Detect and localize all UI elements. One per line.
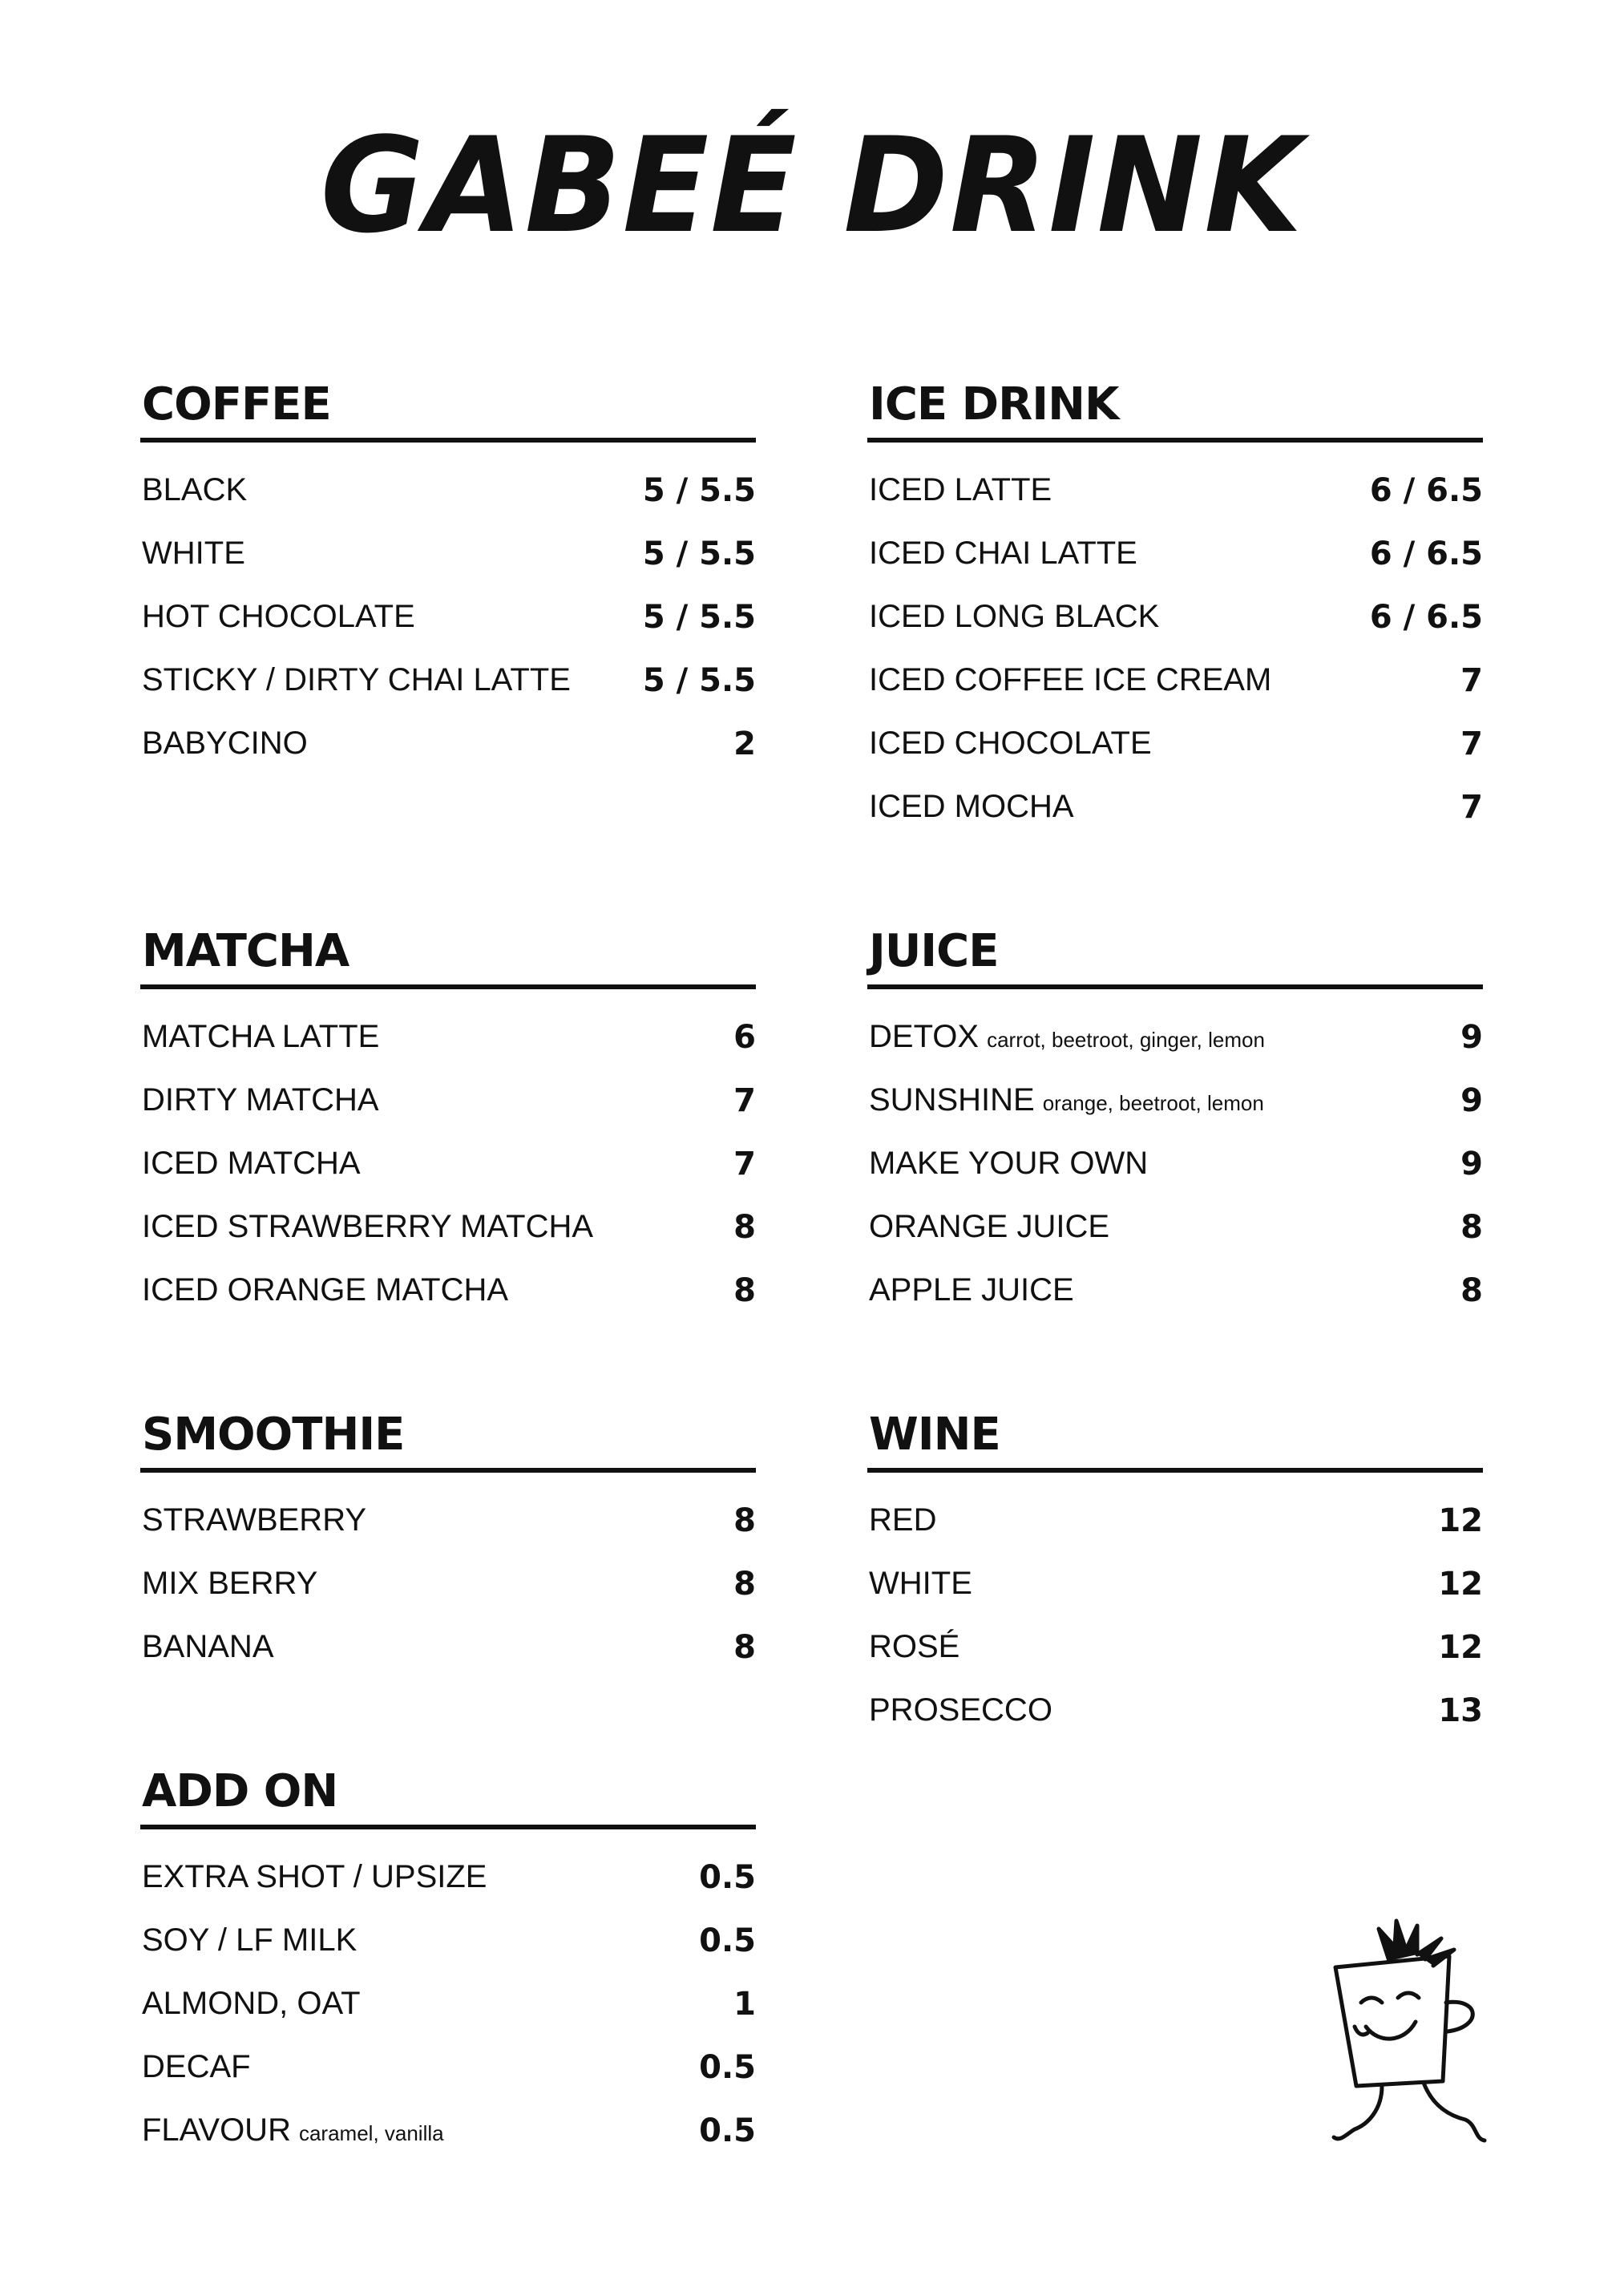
item-name: MATCHA LATTE xyxy=(142,1019,380,1054)
menu-item xyxy=(140,1502,366,1538)
section-divider xyxy=(140,1468,756,1473)
menu-item-row xyxy=(140,1069,756,1132)
item-price: 13 xyxy=(1438,1692,1483,1729)
item-price: 8 xyxy=(733,1208,756,1246)
menu-item-row xyxy=(867,522,1483,585)
section-smoothie xyxy=(140,1405,756,1679)
item-name: ORANGE JUICE xyxy=(869,1209,1110,1244)
menu-item-row xyxy=(140,1489,756,1552)
menu-item-row xyxy=(867,649,1483,712)
section-title: ADD ON xyxy=(142,1765,338,1817)
menu-item-row xyxy=(867,712,1483,775)
item-name: ICED CHOCOLATE xyxy=(869,726,1152,761)
menu-item xyxy=(867,472,1052,508)
item-price: 1 xyxy=(733,1985,756,2023)
item-price: 12 xyxy=(1438,1502,1483,1539)
item-price: 8 xyxy=(733,1628,756,1666)
item-name: SUNSHINE xyxy=(869,1082,1035,1118)
menu-item-row xyxy=(140,585,756,649)
item-price: 0.5 xyxy=(699,2112,756,2149)
menu-item-row xyxy=(140,2099,756,2162)
item-note: orange, beetroot, lemon xyxy=(1042,1091,1264,1115)
menu-item-row xyxy=(867,1259,1483,1322)
menu-item xyxy=(140,1082,379,1118)
section-divider xyxy=(867,438,1483,443)
menu-item xyxy=(140,599,415,635)
item-price: 8 xyxy=(1460,1208,1483,1246)
item-note: caramel, vanilla xyxy=(298,2121,444,2145)
item-price: 8 xyxy=(733,1502,756,1539)
menu-item-row xyxy=(140,1615,756,1679)
item-name: DECAF xyxy=(142,2049,251,2084)
item-name: ICED STRAWBERRY MATCHA xyxy=(142,1209,594,1244)
section-title: MATCHA xyxy=(142,925,349,977)
item-price: 6 xyxy=(733,1018,756,1056)
menu-item-row xyxy=(867,775,1483,839)
section-ice-drink xyxy=(867,375,1483,839)
menu-item xyxy=(140,2049,251,2085)
section-divider xyxy=(140,438,756,443)
menu-item xyxy=(140,1272,508,1308)
item-list xyxy=(867,459,1483,839)
item-price: 5 / 5.5 xyxy=(642,471,756,509)
section-divider xyxy=(140,1825,756,1829)
menu-item-row xyxy=(140,459,756,522)
item-name: SOY / LF MILK xyxy=(142,1922,358,1958)
section-title: WINE xyxy=(869,1409,1000,1461)
item-price: 8 xyxy=(733,1565,756,1603)
section-title: JUICE xyxy=(869,925,999,977)
item-name: DIRTY MATCHA xyxy=(142,1082,379,1118)
menu-item-row xyxy=(867,1679,1483,1742)
menu-item xyxy=(867,1566,972,1602)
item-price: 9 xyxy=(1460,1018,1483,1056)
item-name: ICED ORANGE MATCHA xyxy=(142,1272,509,1308)
item-name: BABYCINO xyxy=(142,726,308,761)
section-juice xyxy=(867,922,1483,1322)
item-name: WHITE xyxy=(869,1566,972,1601)
menu-item-row xyxy=(867,1132,1483,1195)
menu-item xyxy=(867,1272,1074,1308)
menu-item-row xyxy=(140,1259,756,1322)
menu-item xyxy=(140,2112,444,2148)
item-price: 7 xyxy=(733,1145,756,1182)
menu-item-row xyxy=(867,1069,1483,1132)
menu-item-row xyxy=(140,1552,756,1615)
item-price: 9 xyxy=(1460,1081,1483,1119)
menu-item-row xyxy=(140,712,756,775)
item-price: 12 xyxy=(1438,1565,1483,1603)
item-list xyxy=(140,1845,756,2162)
item-list xyxy=(140,1489,756,1679)
menu-item xyxy=(867,1692,1052,1728)
section-add-on xyxy=(140,1762,756,2162)
menu-item-row xyxy=(140,1195,756,1259)
menu-item-row xyxy=(140,1845,756,1909)
item-name: ICED LONG BLACK xyxy=(869,599,1160,634)
item-name: ICED MATCHA xyxy=(142,1146,361,1181)
item-price: 7 xyxy=(1460,725,1483,762)
item-name: ICED LATTE xyxy=(869,472,1052,507)
item-price: 9 xyxy=(1460,1145,1483,1182)
item-name: ALMOND, OAT xyxy=(142,1986,361,2021)
menu-item xyxy=(867,662,1271,698)
menu-item-row xyxy=(140,1909,756,1972)
section-title: COFFEE xyxy=(142,378,331,430)
menu-item xyxy=(140,1922,357,1958)
menu-item-row xyxy=(140,1005,756,1069)
section-divider xyxy=(140,984,756,989)
menu-item-row xyxy=(140,522,756,585)
item-price: 12 xyxy=(1438,1628,1483,1666)
menu-item xyxy=(140,1019,379,1055)
menu-item xyxy=(140,1629,274,1665)
section-title: ICE DRINK xyxy=(869,378,1119,430)
menu-item xyxy=(867,536,1137,572)
walking-cup-mascot-icon xyxy=(1305,1914,1513,2155)
item-name: ICED COFFEE ICE CREAM xyxy=(869,662,1272,697)
menu-item xyxy=(867,789,1074,825)
item-price: 0.5 xyxy=(699,1858,756,1896)
item-name: ICED CHAI LATTE xyxy=(869,536,1137,571)
section-divider xyxy=(867,984,1483,989)
menu-item-row xyxy=(867,459,1483,522)
item-price: 7 xyxy=(1460,788,1483,826)
menu-item xyxy=(140,1209,593,1245)
item-name: WHITE xyxy=(142,536,245,571)
item-name: BLACK xyxy=(142,472,248,507)
menu-title: GABEÉ DRINK xyxy=(320,109,1304,262)
item-price: 0.5 xyxy=(699,2048,756,2086)
menu-item-row xyxy=(867,1552,1483,1615)
item-price: 6 / 6.5 xyxy=(1369,535,1483,572)
item-price: 6 / 6.5 xyxy=(1369,471,1483,509)
item-price: 8 xyxy=(1460,1271,1483,1309)
item-name: RED xyxy=(869,1502,937,1538)
item-name: FLAVOUR xyxy=(142,2112,291,2148)
item-name: ROSÉ xyxy=(869,1629,960,1664)
menu-item xyxy=(140,726,308,762)
item-price: 0.5 xyxy=(699,1922,756,1959)
section-wine xyxy=(867,1405,1483,1742)
item-name: EXTRA SHOT / UPSIZE xyxy=(142,1859,487,1894)
menu-item xyxy=(867,599,1159,635)
menu-item xyxy=(140,472,247,508)
section-divider xyxy=(867,1468,1483,1473)
menu-item-row xyxy=(140,1132,756,1195)
menu-item xyxy=(140,1566,317,1602)
item-list xyxy=(867,1005,1483,1322)
item-name: APPLE JUICE xyxy=(869,1272,1074,1308)
item-list xyxy=(867,1489,1483,1742)
menu-item xyxy=(867,726,1152,762)
menu-item-row xyxy=(867,1195,1483,1259)
item-list xyxy=(140,459,756,775)
section-matcha xyxy=(140,922,756,1322)
menu-item xyxy=(867,1146,1148,1182)
menu-item xyxy=(867,1209,1109,1245)
item-name: HOT CHOCOLATE xyxy=(142,599,415,634)
menu-item xyxy=(867,1019,1265,1055)
menu-item-row xyxy=(140,649,756,712)
menu-item xyxy=(867,1082,1264,1118)
item-note: carrot, beetroot, ginger, lemon xyxy=(987,1028,1265,1052)
menu-item-row xyxy=(867,1489,1483,1552)
menu-item xyxy=(140,662,571,698)
menu-item xyxy=(140,1986,361,2022)
menu-item xyxy=(867,1502,936,1538)
menu-item xyxy=(140,1146,361,1182)
item-price: 5 / 5.5 xyxy=(642,598,756,636)
item-price: 2 xyxy=(733,725,756,762)
item-name: PROSECCO xyxy=(869,1692,1052,1728)
section-coffee xyxy=(140,375,756,775)
item-price: 5 / 5.5 xyxy=(642,535,756,572)
item-name: STRAWBERRY xyxy=(142,1502,367,1538)
section-title: SMOOTHIE xyxy=(142,1409,405,1461)
item-name: MAKE YOUR OWN xyxy=(869,1146,1149,1181)
menu-item xyxy=(140,1859,487,1895)
item-name: ICED MOCHA xyxy=(869,789,1074,824)
item-price: 7 xyxy=(1460,661,1483,699)
menu-item-row xyxy=(867,1005,1483,1069)
menu-item-row xyxy=(140,2035,756,2099)
menu-item xyxy=(140,536,245,572)
menu-item-row xyxy=(867,1615,1483,1679)
menu-item-row xyxy=(867,585,1483,649)
item-price: 6 / 6.5 xyxy=(1369,598,1483,636)
item-price: 7 xyxy=(733,1081,756,1119)
item-price: 5 / 5.5 xyxy=(642,661,756,699)
menu-item-row xyxy=(140,1972,756,2035)
item-name: STICKY / DIRTY CHAI LATTE xyxy=(142,662,571,697)
item-name: DETOX xyxy=(869,1019,980,1054)
menu-item xyxy=(867,1629,959,1665)
item-price: 8 xyxy=(733,1271,756,1309)
item-name: MIX BERRY xyxy=(142,1566,318,1601)
item-list xyxy=(140,1005,756,1322)
item-name: BANANA xyxy=(142,1629,274,1664)
